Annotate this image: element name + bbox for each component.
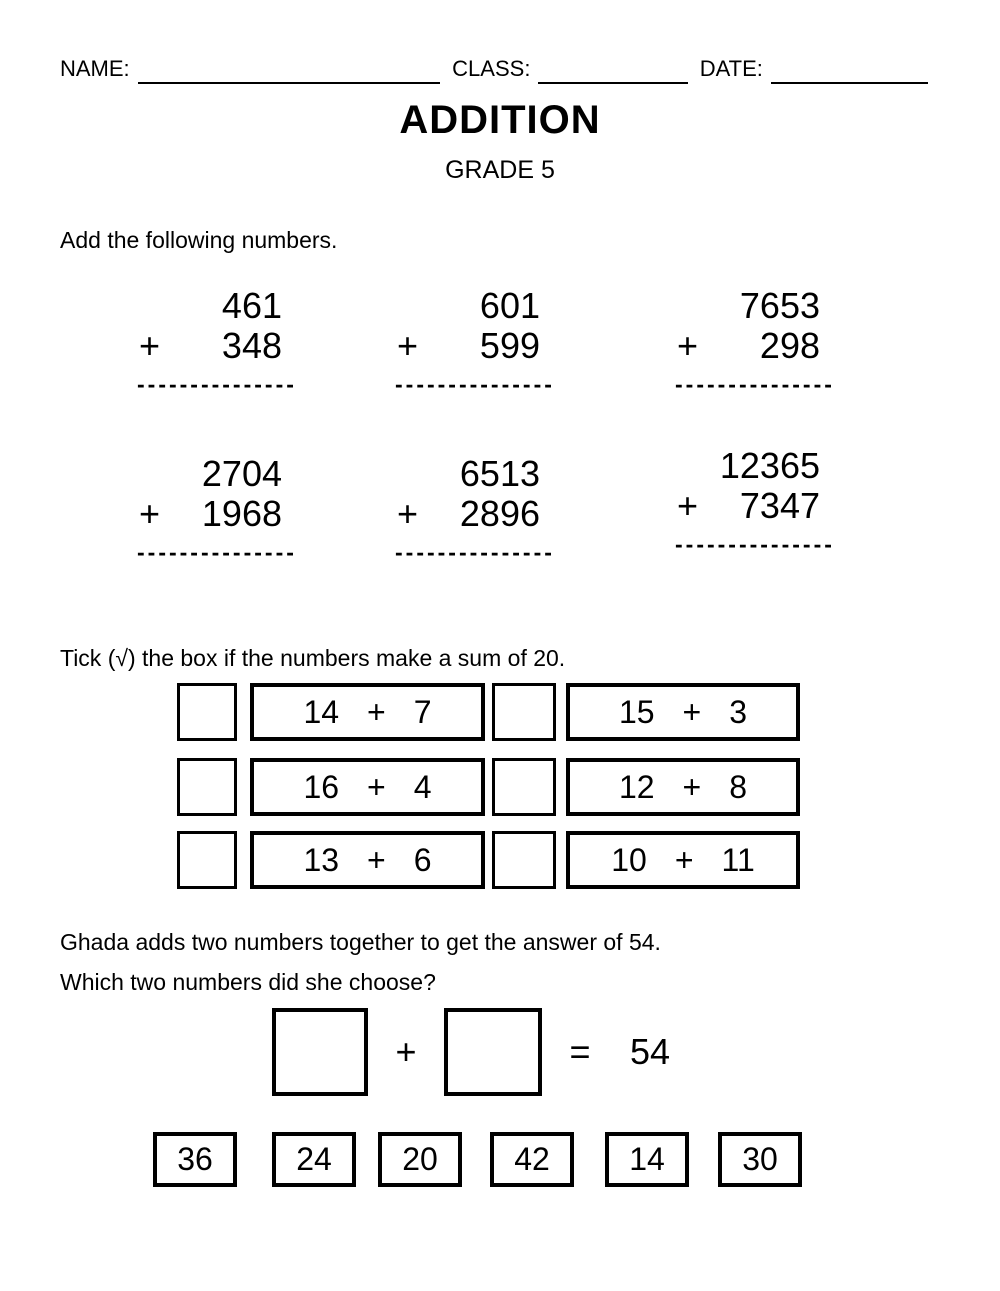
plus-sign: + [397, 325, 419, 366]
class-label: CLASS: [452, 56, 531, 81]
plus-sign: + [367, 693, 386, 730]
sum-right: 3 [729, 693, 748, 730]
choice-box[interactable] [718, 1132, 802, 1187]
plus-sign: + [677, 485, 699, 526]
sum-left: 12 [618, 768, 655, 805]
answer-line[interactable]: --------------- [137, 372, 297, 396]
answer-box-first[interactable] [272, 1008, 368, 1096]
class-fill-line[interactable] [538, 56, 687, 84]
addend-top: 6513 [459, 453, 540, 494]
sum-left: 14 [303, 693, 340, 730]
addend-top: 2704 [201, 453, 282, 494]
choice-value: 24 [296, 1141, 332, 1177]
sum-expression-box [566, 683, 800, 741]
sum-expression-box [250, 758, 485, 816]
answer-line[interactable]: --------------- [395, 372, 555, 396]
addend-bottom: 348 [221, 325, 282, 366]
addition-problem [675, 446, 848, 556]
addend-bottom: 7347 [739, 485, 820, 526]
sum-right: 7 [413, 693, 432, 730]
choice-box[interactable] [490, 1132, 574, 1187]
section2-instruction: Tick (√) the box if the numbers make a sum of 20. [60, 645, 566, 671]
choice-value: 14 [629, 1141, 665, 1177]
plus-sign: + [367, 841, 386, 878]
section1-instruction: Add the following numbers. [60, 227, 338, 253]
addend-bottom: 1968 [201, 493, 282, 534]
sum-right: 6 [413, 841, 432, 878]
plus-sign: + [139, 493, 161, 534]
plus-sign: + [682, 693, 702, 730]
plus-sign: + [139, 325, 161, 366]
choice-value: 20 [402, 1141, 438, 1177]
addend-top: 601 [479, 285, 540, 326]
sum-left: 10 [611, 841, 647, 878]
choice-value: 30 [742, 1141, 778, 1177]
date-fill-line[interactable] [771, 56, 928, 84]
addend-bottom: 2896 [459, 493, 540, 534]
answer-line[interactable]: --------------- [675, 532, 835, 556]
sum-expression-box [250, 683, 485, 741]
answer-line[interactable]: --------------- [137, 540, 297, 564]
plus-sign: + [677, 325, 699, 366]
date-label: DATE: [699, 56, 763, 81]
tick-checkbox[interactable] [177, 758, 237, 816]
sum-right: 4 [413, 768, 432, 805]
addend-bottom: 298 [759, 325, 820, 366]
tick-checkbox[interactable] [492, 683, 556, 741]
sum-expression-box [250, 831, 485, 889]
sum-expression-box [566, 831, 800, 889]
addition-problem [395, 286, 568, 396]
choice-value: 36 [177, 1141, 213, 1177]
plus-sign: + [682, 768, 702, 805]
section3-question-line2: Which two numbers did she choose? [60, 969, 436, 995]
header-row [60, 54, 940, 84]
section3-question-line1: Ghada adds two numbers together to get the answer of 54. [60, 929, 661, 955]
addition-problem [675, 286, 848, 396]
sum-left: 15 [618, 693, 655, 730]
plus-sign: + [674, 841, 694, 878]
equals-sign: = [569, 1031, 591, 1072]
tick-checkbox[interactable] [492, 758, 556, 816]
addend-top: 7653 [739, 285, 820, 326]
choice-box[interactable] [272, 1132, 356, 1187]
choice-box[interactable] [153, 1132, 237, 1187]
equation-result: 54 [629, 1031, 671, 1072]
sum-expression-box [566, 758, 800, 816]
plus-sign: + [397, 493, 419, 534]
choice-value: 42 [514, 1141, 550, 1177]
name-label: NAME: [60, 56, 130, 81]
answer-box-second[interactable] [444, 1008, 542, 1096]
choice-box[interactable] [378, 1132, 462, 1187]
answer-line[interactable]: --------------- [675, 372, 835, 396]
addend-top: 461 [221, 285, 282, 326]
addend-top: 12365 [719, 445, 820, 486]
tick-checkbox[interactable] [177, 683, 237, 741]
plus-sign: + [367, 768, 386, 805]
sum-right: 8 [729, 768, 748, 805]
choice-box[interactable] [605, 1132, 689, 1187]
sum-right: 11 [721, 841, 755, 878]
addition-problem [137, 286, 310, 396]
tick-checkbox[interactable] [177, 831, 237, 889]
plus-sign: + [395, 1031, 417, 1072]
page-subtitle: GRADE 5 [445, 156, 555, 184]
answer-line[interactable]: --------------- [395, 540, 555, 564]
addition-problem [395, 454, 568, 564]
addition-problem [137, 454, 310, 564]
page-title: ADDITION [399, 98, 601, 142]
sum-left: 16 [303, 768, 340, 805]
name-fill-line[interactable] [138, 56, 440, 84]
sum-left: 13 [303, 841, 340, 878]
addend-bottom: 599 [479, 325, 540, 366]
tick-checkbox[interactable] [492, 831, 556, 889]
